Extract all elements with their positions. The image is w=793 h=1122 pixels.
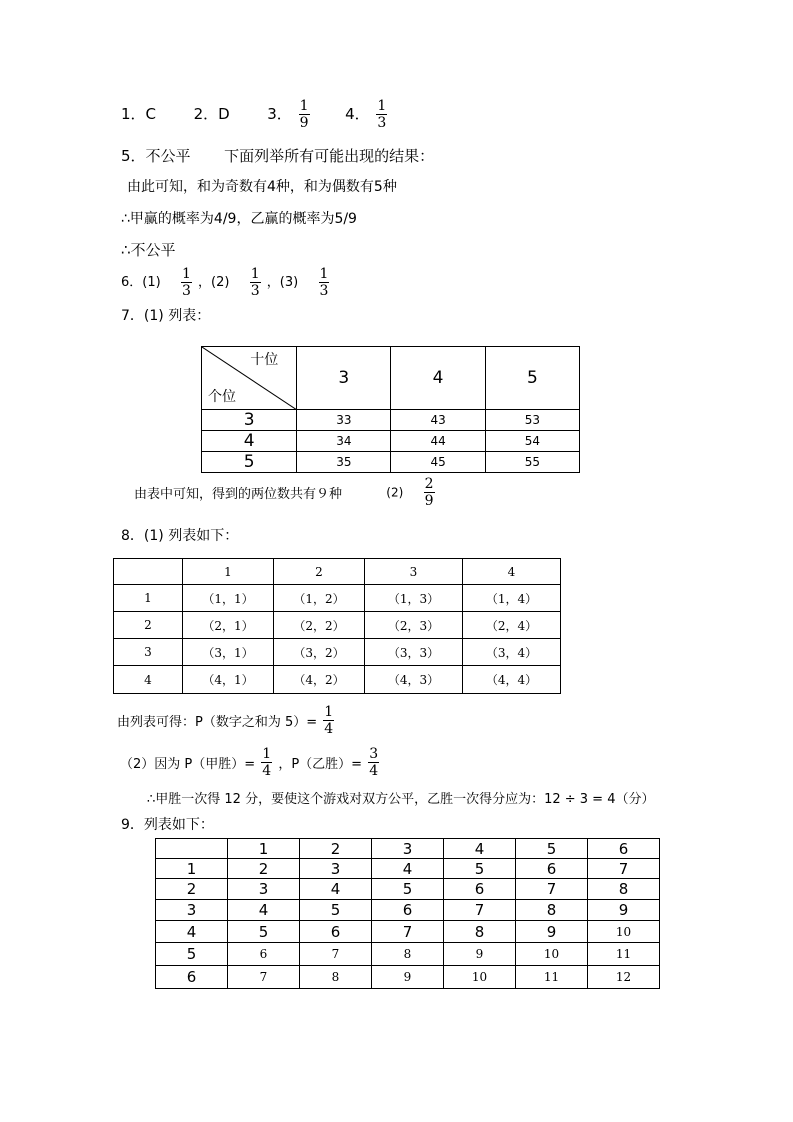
q8-line-c: ∴甲胜一次得 12 分，要使这个游戏对双方公平，乙胜一次得分应为：12 ÷ 3 = 4（分） (147, 792, 655, 807)
answer-4-prefix: 4． (345, 105, 370, 123)
q7-header-left: 个位 (208, 389, 236, 405)
table-cell: 8 (516, 900, 588, 921)
answers-1-4 (121, 98, 389, 131)
table-cell: 10 (588, 921, 660, 943)
table-cell: 3 (228, 879, 300, 900)
q8-line-b-text-1: （2）因为 P（甲胜）= (120, 757, 256, 772)
table-cell: 3 (300, 859, 372, 879)
q5-intro: 下面列举所有可能出现的结果： (224, 147, 435, 165)
q7-row-header: 3 (202, 410, 297, 431)
table-cell: 7 (300, 943, 372, 966)
q9-row-header: 6 (156, 966, 228, 989)
q9-row-header: 3 (156, 900, 228, 921)
q9-col-header: 6 (588, 839, 660, 859)
table-row (114, 612, 561, 639)
table-cell: 9 (516, 921, 588, 943)
table-row (202, 431, 580, 452)
q9-row-header: 4 (156, 921, 228, 943)
table-cell: 35 (297, 452, 391, 473)
q6-fraction-1: $\frac{1}{3}$ (181, 266, 191, 299)
table-cell: 8 (372, 943, 444, 966)
table-row (156, 900, 660, 921)
q9-row-header: 2 (156, 879, 228, 900)
answer-4-fraction: $\frac{1}{3}$ (377, 98, 387, 131)
table-cell: 6 (444, 879, 516, 900)
q7-conclusion-text: 由表中可知，得到的两位数共有９种 (134, 487, 343, 502)
q9-col-header: 4 (444, 839, 516, 859)
q6-line (121, 266, 331, 299)
table-cell: 4 (372, 859, 444, 879)
table-cell: 33 (297, 410, 391, 431)
table-cell: 8 (300, 966, 372, 989)
q8-row-header: 4 (114, 666, 183, 694)
table-cell: 9 (588, 900, 660, 921)
table-cell: 54 (485, 431, 579, 452)
q9-row-header: 5 (156, 943, 228, 966)
q7-conclusion (134, 476, 437, 509)
q8-line-a (117, 704, 336, 737)
q7-part-2-label: (2) (386, 485, 404, 500)
table-cell: （4，2） (274, 666, 365, 694)
table-cell: 9 (372, 966, 444, 989)
table-row (156, 921, 660, 943)
q5-line-4: ∴不公平 (121, 241, 176, 259)
q5-line-3: ∴甲赢的概率为4/9，乙赢的概率为5/9 (121, 211, 357, 227)
table-cell: 6 (516, 859, 588, 879)
table-cell: 7 (588, 859, 660, 879)
table-row (156, 966, 660, 989)
q9-row-header: 1 (156, 859, 228, 879)
q8-row-header: 1 (114, 585, 183, 612)
q8-col-header: 1 (183, 559, 274, 585)
q8-corner-cell (114, 559, 183, 585)
table-cell: 44 (391, 431, 485, 452)
table-cell: （1，2） (274, 585, 365, 612)
table-cell: 6 (228, 943, 300, 966)
table-cell: 10 (444, 966, 516, 989)
table-cell: （2，3） (365, 612, 463, 639)
table-cell: 8 (588, 879, 660, 900)
table-cell: 4 (300, 879, 372, 900)
table-cell: （1，3） (365, 585, 463, 612)
table-row (156, 839, 660, 859)
table-row (156, 943, 660, 966)
answer-3-fraction: $\frac{1}{9}$ (299, 98, 309, 131)
table-row (114, 666, 561, 694)
q7-col-header: 5 (485, 347, 579, 410)
q9-table (155, 838, 660, 989)
table-cell: （3，1） (183, 639, 274, 666)
q9-col-header: 5 (516, 839, 588, 859)
q8-line-b-text-2: ，P（乙胜）= (278, 757, 363, 772)
q5-line-2: 由此可知，和为奇数有4种，和为偶数有5种 (127, 179, 397, 195)
table-cell: 7 (444, 900, 516, 921)
q8-line-b (120, 746, 381, 779)
table-cell: 43 (391, 410, 485, 431)
table-cell: （2，2） (274, 612, 365, 639)
q8-line-b-fraction-1: $\frac{1}{4}$ (262, 746, 272, 779)
table-row (156, 879, 660, 900)
q8-line-a-fraction: $\frac{1}{4}$ (324, 704, 334, 737)
table-cell: 5 (300, 900, 372, 921)
q8-table (113, 558, 561, 694)
q7-header-top: 十位 (250, 352, 279, 368)
table-cell: （3，4） (463, 639, 561, 666)
table-row (114, 585, 561, 612)
table-cell: （4，3） (365, 666, 463, 694)
table-cell: 6 (372, 900, 444, 921)
table-cell: 11 (516, 966, 588, 989)
q9-corner-cell (156, 839, 228, 859)
q7-diagonal-header (202, 347, 297, 410)
q8-title: 8．(1) 列表如下： (121, 528, 239, 544)
table-row (114, 639, 561, 666)
table-row (202, 410, 580, 431)
q8-col-header: 2 (274, 559, 365, 585)
q8-row-header: 3 (114, 639, 183, 666)
table-cell: 9 (444, 943, 516, 966)
table-cell: 34 (297, 431, 391, 452)
table-cell: （3，2） (274, 639, 365, 666)
table-cell: （2，4） (463, 612, 561, 639)
table-cell: 2 (228, 859, 300, 879)
table-cell: 8 (444, 921, 516, 943)
q9-title: 9．列表如下： (121, 817, 214, 833)
q7-row-header: 5 (202, 452, 297, 473)
table-cell: 5 (444, 859, 516, 879)
table-row (202, 452, 580, 473)
table-cell: （4，4） (463, 666, 561, 694)
answer-3-prefix: 3． (267, 105, 292, 123)
q6-part-2: ，(2) (198, 275, 230, 290)
q5-line-1 (121, 145, 434, 166)
q9-col-header: 1 (228, 839, 300, 859)
q8-row-header: 2 (114, 612, 183, 639)
table-cell: 55 (485, 452, 579, 473)
q7-header-row (202, 347, 580, 410)
q7-col-header: 3 (297, 347, 391, 410)
table-cell: （1，4） (463, 585, 561, 612)
table-cell: 45 (391, 452, 485, 473)
table-row (114, 559, 561, 585)
table-cell: 7 (228, 966, 300, 989)
q6-fraction-2: $\frac{1}{3}$ (250, 266, 260, 299)
q5-answer: 5．不公平 (121, 147, 191, 165)
answer-1: 1．C (121, 105, 157, 123)
table-cell: （1，1） (183, 585, 274, 612)
table-cell: 53 (485, 410, 579, 431)
q7-col-header: 4 (391, 347, 485, 410)
table-cell: 7 (516, 879, 588, 900)
q8-col-header: 3 (365, 559, 463, 585)
table-cell: 4 (228, 900, 300, 921)
table-cell: （3，3） (365, 639, 463, 666)
q6-prefix: 6．(1) (121, 275, 161, 290)
q6-part-3: ，(3) (266, 275, 299, 290)
table-row (156, 859, 660, 879)
table-cell: 11 (588, 943, 660, 966)
table-cell: 5 (372, 879, 444, 900)
q7-table (201, 346, 580, 473)
q8-line-b-fraction-2: $\frac{3}{4}$ (369, 746, 379, 779)
table-cell: （4，1） (183, 666, 274, 694)
q7-part-2-fraction: $\frac{2}{9}$ (424, 476, 434, 509)
table-cell: 6 (300, 921, 372, 943)
answer-2: 2．D (193, 105, 230, 123)
q9-col-header: 3 (372, 839, 444, 859)
q8-line-a-text: 由列表可得：P（数字之和为 5）= (117, 715, 318, 730)
q6-fraction-3: $\frac{1}{3}$ (319, 266, 329, 299)
q7-row-header: 4 (202, 431, 297, 452)
table-cell: 7 (372, 921, 444, 943)
table-cell: 10 (516, 943, 588, 966)
table-cell: （2，1） (183, 612, 274, 639)
table-cell: 12 (588, 966, 660, 989)
q9-col-header: 2 (300, 839, 372, 859)
q8-col-header: 4 (463, 559, 561, 585)
table-cell: 5 (228, 921, 300, 943)
q7-title: 7．(1) 列表： (121, 308, 211, 324)
